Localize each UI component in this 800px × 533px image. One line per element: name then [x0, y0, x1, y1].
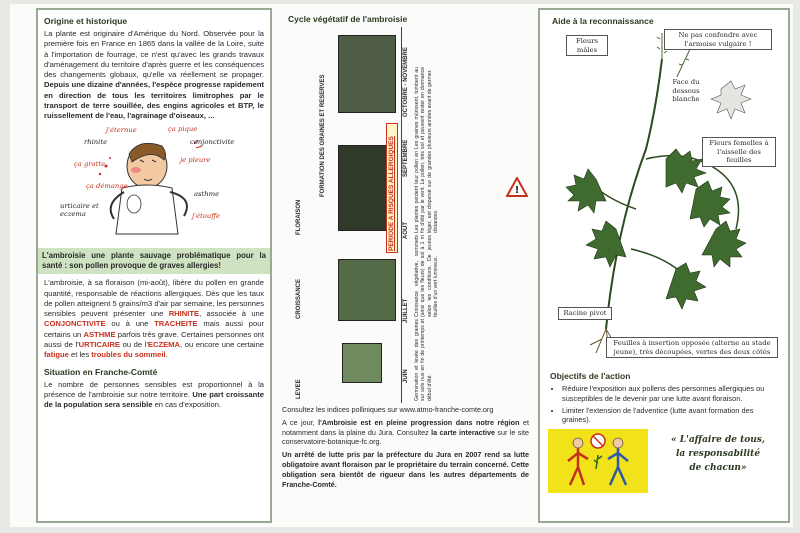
- stage-label: LEVEE: [296, 379, 302, 399]
- pollen-text: parfois très grave. Certaines personnes ont aussi de l': [44, 329, 264, 350]
- cartoon-label: je pleure: [180, 155, 211, 164]
- cartoon-label: j'étouffe: [192, 211, 221, 220]
- cycle-chart: [282, 27, 529, 403]
- label-fleurs-femelles: Fleurs femelles à l'aisselle des feuilles: [702, 137, 776, 167]
- slogan: [654, 433, 782, 475]
- photo-seeds: [338, 35, 396, 113]
- urticaire-term: URTICAIRE: [78, 340, 120, 350]
- label-feuilles: Feuilles à insertion opposée (alterne au stade jeune), très découpées, vertes des deux côtés: [606, 337, 778, 358]
- situation-title: Situation en Franche-Comté: [44, 366, 158, 377]
- month-label: AOUT: [403, 222, 409, 239]
- month-label: SEPTEMBRE: [403, 139, 409, 177]
- fatigue-term: fatigue: [44, 350, 69, 360]
- objective-item: • Réduire l'exposition aux pollens des personnes allergiques ou susceptibles de le devenir par une lutte avant floraison.: [562, 384, 782, 404]
- objectives-title: Objectifs de l'action: [550, 371, 631, 381]
- cartoon-label: ça gratte: [74, 159, 106, 168]
- pollen-text: ou à une: [105, 319, 155, 329]
- brochure-sheet: [10, 4, 793, 527]
- origin-text: La plante est originaire d'Amérique du Nord. Observée pour la première fois en France en 1865 dans la vallée de la Loire, suite à l'importation de fourrage, ce n'est qu'avec les grands travaux d'aménagement du territoire d'après guerre et les conséquences des changements globaux, qu'elle va réellement se propager.: [44, 29, 264, 80]
- objectives-list: [546, 384, 782, 425]
- cartoon-label: rhinite: [84, 137, 108, 146]
- recognition-title: Aide à la reconnaissance: [552, 16, 654, 26]
- svg-text:!: !: [514, 185, 520, 196]
- troubles-term: troubles du sommeil: [91, 350, 166, 360]
- pollen-text: , ou encore une certaine: [179, 340, 265, 350]
- label-face-dessous: Face du dessous blanche: [662, 77, 710, 105]
- situation-text: Le nombre de personnes sensibles est proportionnel à la présence de l'ambroisie sur notre territoire.: [44, 379, 264, 399]
- allergy-cartoon: [44, 124, 264, 244]
- progression-text: A ce jour,: [282, 417, 319, 427]
- plant-illustration-area: [546, 29, 782, 359]
- photo-seedling: [342, 343, 382, 383]
- arrete-info: [282, 450, 529, 489]
- pollen-text: et les: [68, 350, 92, 360]
- pollen-paragraph: [44, 278, 264, 360]
- problem-title: L'ambroisie une plante sauvage problématique pour la santé : son pollen provoque de graves allergies!: [42, 250, 266, 270]
- label-racine-pivot: Racine pivot: [558, 307, 612, 320]
- cycle-axis: [401, 27, 402, 403]
- people-pulling-weeds-icon: [548, 429, 648, 493]
- cartoon-label: j'éternue: [106, 125, 137, 134]
- tracheite-term: TRACHEITE: [154, 319, 198, 329]
- warning-icon: [506, 177, 528, 197]
- asthme-term: ASTHME: [83, 329, 116, 339]
- label-fleurs-males: Fleurs mâles: [566, 35, 608, 56]
- conjonctivite-term: CONJONCTIVITE: [44, 319, 106, 329]
- stage-text: Germination et levée des graines sur sols nus en fin de printemps et début d'été.: [414, 319, 433, 401]
- origin-text-bold: Depuis une dizaine d'années, l'espèce progresse rapidement en direction de tous les territoires limitrophes par le transport de terre souillée, des engins agricoles et BTP, le ruissellement de l'eau, l'agrainage d'oiseaux, ...: [44, 80, 264, 121]
- cartoon-label: ça pique: [168, 124, 198, 133]
- situation-paragraph: [44, 380, 264, 411]
- pollen-text: ou de l': [119, 340, 148, 350]
- stage-text: Les graines mûrissent, tombent au sol et peuvent rester en dormance plusieurs années avant de germer.: [414, 67, 433, 149]
- rhinite-term: RHINITE: [168, 309, 200, 319]
- atmo-info: Consultez les indices polliniques sur www.atmo-franche-comte.org: [282, 405, 494, 414]
- cartoon-label: asthme: [194, 189, 220, 198]
- cycle-title: Cycle végétatif de l'ambroisie: [288, 14, 408, 24]
- eczema-term: ECZEMA: [147, 340, 180, 350]
- stage-label: CROISSANCE: [296, 278, 302, 319]
- pollen-text: .: [165, 350, 168, 360]
- stage-text: Croissance végétative, sommets (ainsi que les fleurs) de sol à 1 m selon les conditions. De jeunes feuilles d'un vert lumineux.: [414, 235, 440, 317]
- interactive-map-link[interactable]: la carte interactive: [431, 427, 496, 437]
- progression-text: et notamment dans la plaine du Jura. Consultez: [282, 417, 529, 437]
- risk-period-label: PERIODE A RISQUES ALLERGIQUES: [388, 136, 395, 251]
- month-label: JUILLET: [403, 298, 409, 323]
- arrete-text: Un arrêté de lutte pris par la préfecture du Jura en 2007 rend sa lutte obligatoire avant floraison par le propriétaire du terrain concerné.: [282, 450, 529, 469]
- pollen-text: mais aussi pour certains un: [44, 319, 264, 339]
- slogan-line: la responsabilité: [675, 449, 761, 460]
- month-label: OCTOBRE - NOVEMBRE: [403, 47, 409, 117]
- objective-item: • Limiter l'extension de l'adventice (lutte avant formation des graines).: [562, 406, 782, 426]
- stage-label: FORMATION DES GRAINES ET RESERVES: [320, 74, 326, 197]
- panel-cycle: [278, 8, 533, 523]
- progression-text: sur le site conservatoire-botanique-fc.org.: [282, 427, 529, 447]
- cartoon-label: conjonctivite: [190, 137, 235, 146]
- footer-area: [546, 427, 782, 497]
- progression-info: [282, 418, 529, 447]
- cartoon-label: urticaire et eczema: [60, 201, 99, 218]
- progression-text-bold: l'Ambroisie est en pleine progression dans notre région: [318, 417, 520, 427]
- origin-paragraph: [44, 29, 264, 122]
- stage-label: FLORAISON: [296, 199, 302, 235]
- pollen-text: , associée à une: [199, 309, 264, 319]
- stage-text: Les plantes perdent leur pollen en fin d'été par le vent. Le pollen, très léger, est dispersé sur de grandes distances.: [414, 151, 440, 233]
- weeding-illustration: [548, 429, 648, 493]
- pollen-text: L'ambroisie, à sa floraison (mi-août), libère du pollen en grande quantité, responsable de réactions allergiques. Dès que les taux de pollen atteignent 5 grains/m3 d'air par semaine, les personnes sensibles peuvent présenter une: [44, 278, 264, 319]
- origin-title: Origine et historique: [44, 16, 128, 26]
- panel-recognition: [538, 8, 790, 523]
- panel-origin: [36, 8, 272, 523]
- situation-text-bold: Une part croissante de la population sera sensible: [44, 389, 264, 410]
- arrete-text: Cette obligation sera bientôt de rigueur dans les autres départements de Franche-Comté.: [282, 459, 529, 489]
- slogan-line: « L'affaire de tous,: [670, 435, 766, 446]
- month-label: JUIN: [403, 369, 409, 383]
- label-ne-pas-confondre: Ne pas confondre avec l'armoise vulgaire !: [664, 29, 772, 50]
- situation-text: en cas d'exposition.: [152, 400, 222, 410]
- slogan-line: de chacun»: [689, 463, 747, 474]
- photo-growth: [338, 259, 396, 321]
- cartoon-label: ça démange: [86, 181, 128, 190]
- problem-box: [38, 248, 270, 275]
